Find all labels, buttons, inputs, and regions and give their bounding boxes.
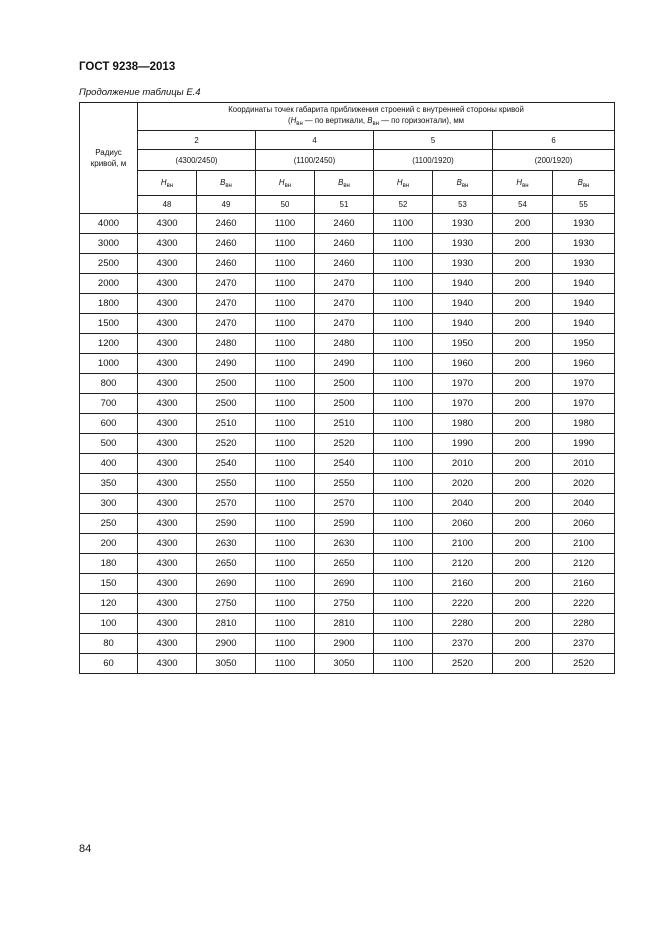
coordinate-cell: 1970 [433, 394, 493, 414]
coordinate-cell: 1100 [374, 274, 433, 294]
b-column-header [553, 171, 615, 196]
horizontal-text: — по горизонтали), мм [378, 115, 465, 125]
table-body [80, 214, 615, 674]
b-symbol: B [367, 115, 373, 125]
coordinates-header-line1: Координаты точек габарита приближения строений с внутренней стороны кривой [228, 104, 524, 114]
point-header: 4 [256, 131, 374, 150]
table-row [80, 434, 615, 454]
h-symbol: H [396, 177, 403, 187]
coordinate-cell: 2160 [553, 574, 615, 594]
coordinate-cell: 1100 [256, 214, 315, 234]
coordinate-cell: 4300 [138, 494, 197, 514]
coordinate-cell: 2630 [197, 534, 256, 554]
coordinate-cell: 1970 [553, 374, 615, 394]
radius-cell: 100 [80, 614, 138, 634]
b-subscript: вн [372, 120, 379, 127]
table-row [80, 274, 615, 294]
coordinate-cell: 1100 [374, 474, 433, 494]
coordinate-cell: 1100 [374, 594, 433, 614]
coordinate-cell: 2900 [197, 634, 256, 654]
coordinate-cell: 1970 [553, 394, 615, 414]
coordinate-cell: 1100 [256, 374, 315, 394]
coordinate-cell: 4300 [138, 374, 197, 394]
coordinate-cell: 1100 [256, 254, 315, 274]
coordinate-cell: 1100 [256, 514, 315, 534]
coordinate-cell: 200 [493, 374, 553, 394]
coordinate-cell: 1100 [256, 594, 315, 614]
h-symbol: H [290, 115, 297, 125]
radius-cell: 250 [80, 514, 138, 534]
coordinate-cell: 1100 [256, 394, 315, 414]
coordinate-cell: 1100 [374, 234, 433, 254]
coordinate-cell: 2040 [553, 494, 615, 514]
coordinate-cell: 200 [493, 614, 553, 634]
coordinate-cell: 2120 [433, 554, 493, 574]
coordinate-cell: 3050 [197, 654, 256, 674]
gauge-header: (1100/2450) [256, 150, 374, 171]
point-header: 5 [374, 131, 493, 150]
radius-cell: 200 [80, 534, 138, 554]
coordinate-cell: 200 [493, 414, 553, 434]
coordinate-cell: 1100 [256, 474, 315, 494]
document-header: ГОСТ 9238—2013 [79, 61, 176, 73]
coordinate-cell: 2060 [553, 514, 615, 534]
coordinate-cell: 2690 [315, 574, 374, 594]
paren-text: ( [288, 115, 291, 125]
b-symbol: B [338, 177, 344, 187]
coordinate-cell: 200 [493, 594, 553, 614]
coordinate-cell: 200 [493, 474, 553, 494]
table-row [80, 394, 615, 414]
coordinate-cell: 1100 [256, 534, 315, 554]
coordinate-cell: 2020 [553, 474, 615, 494]
table-row [80, 354, 615, 374]
coordinate-cell: 2370 [433, 634, 493, 654]
radius-header-line1: Радиус [95, 148, 122, 157]
coordinate-cell: 2520 [433, 654, 493, 674]
coordinate-cell: 4300 [138, 434, 197, 454]
coordinate-cell: 1100 [374, 454, 433, 474]
coordinate-cell: 1100 [256, 434, 315, 454]
table-row [80, 334, 615, 354]
radius-cell: 600 [80, 414, 138, 434]
coordinate-cell: 1960 [433, 354, 493, 374]
coordinate-cell: 2550 [315, 474, 374, 494]
coordinate-cell: 4300 [138, 254, 197, 274]
coordinate-cell: 4300 [138, 534, 197, 554]
radius-cell: 60 [80, 654, 138, 674]
coordinate-cell: 2750 [197, 594, 256, 614]
table-row [80, 374, 615, 394]
gauge-header: (1100/1920) [374, 150, 493, 171]
coordinate-cell: 1100 [256, 234, 315, 254]
coordinate-cell: 200 [493, 514, 553, 534]
coordinate-cell: 2460 [315, 214, 374, 234]
coordinate-cell: 2550 [197, 474, 256, 494]
h-subscript: вн [166, 182, 174, 189]
coordinate-cell: 2040 [433, 494, 493, 514]
coordinate-cell: 2650 [197, 554, 256, 574]
b-column-header [315, 171, 374, 196]
coordinate-cell: 1970 [433, 374, 493, 394]
coordinate-cell: 2520 [197, 434, 256, 454]
coordinate-cell: 4300 [138, 654, 197, 674]
coordinate-cell: 1930 [553, 214, 615, 234]
h-subscript: вн [402, 182, 410, 189]
coordinate-cell: 200 [493, 314, 553, 334]
coordinate-cell: 1100 [374, 434, 433, 454]
b-column-header [197, 171, 256, 196]
table-row [80, 594, 615, 614]
coordinate-cell: 1100 [374, 294, 433, 314]
coordinate-cell: 1100 [256, 454, 315, 474]
coordinate-cell: 2810 [197, 614, 256, 634]
table-row [80, 414, 615, 434]
coordinate-cell: 1940 [553, 314, 615, 334]
b-subscript: вн [582, 182, 590, 189]
coordinate-cell: 2010 [433, 454, 493, 474]
coordinate-cell: 1960 [553, 354, 615, 374]
coordinate-cell: 2460 [315, 234, 374, 254]
b-subscript: вн [461, 182, 469, 189]
coordinate-cell: 2120 [553, 554, 615, 574]
h-column-header [493, 171, 553, 196]
coordinate-cell: 4300 [138, 214, 197, 234]
coordinate-cell: 1100 [374, 614, 433, 634]
table-row [80, 554, 615, 574]
coordinate-cell: 200 [493, 534, 553, 554]
h-column-header [138, 171, 197, 196]
coordinate-cell: 2510 [197, 414, 256, 434]
coordinate-cell: 200 [493, 354, 553, 374]
coordinate-cell: 4300 [138, 274, 197, 294]
h-symbol: H [278, 177, 285, 187]
coordinate-cell: 1100 [374, 394, 433, 414]
table-row [80, 474, 615, 494]
coordinate-cell: 200 [493, 634, 553, 654]
coordinate-cell: 4300 [138, 614, 197, 634]
coordinate-cell: 4300 [138, 454, 197, 474]
coordinate-cell: 2480 [315, 334, 374, 354]
coordinate-cell: 1930 [553, 234, 615, 254]
h-subscript: вн [522, 182, 529, 189]
table-caption: Продолжение таблицы Е.4 [79, 87, 201, 98]
b-subscript: вн [225, 182, 232, 189]
point-header: 2 [138, 131, 256, 150]
coordinate-cell: 2490 [315, 354, 374, 374]
coordinate-cell: 4300 [138, 294, 197, 314]
coordinate-cell: 4300 [138, 314, 197, 334]
coordinate-cell: 1100 [374, 374, 433, 394]
coordinates-header [138, 103, 615, 131]
page-number: 84 [79, 843, 92, 855]
coordinate-cell: 2470 [197, 314, 256, 334]
coordinate-cell: 200 [493, 394, 553, 414]
vertical-text: — по вертикали, [302, 115, 368, 125]
coordinate-cell: 200 [493, 434, 553, 454]
coordinate-cell: 1940 [553, 274, 615, 294]
coordinate-cell: 200 [493, 454, 553, 474]
coordinate-cell: 2020 [433, 474, 493, 494]
radius-cell: 700 [80, 394, 138, 414]
radius-cell: 300 [80, 494, 138, 514]
coordinate-cell: 1100 [374, 634, 433, 654]
coordinate-cell: 1100 [256, 574, 315, 594]
radius-cell: 1000 [80, 354, 138, 374]
column-number: 49 [197, 196, 256, 214]
coordinate-cell: 4300 [138, 554, 197, 574]
table-row [80, 314, 615, 334]
gauge-coordinates-table [79, 102, 615, 674]
coordinate-cell: 2500 [315, 394, 374, 414]
h-symbol: H [160, 177, 167, 187]
coordinate-cell: 2470 [197, 274, 256, 294]
coordinate-cell: 1980 [433, 414, 493, 434]
coordinate-cell: 1100 [374, 494, 433, 514]
coordinate-cell: 2100 [553, 534, 615, 554]
coordinate-cell: 1100 [256, 334, 315, 354]
radius-cell: 500 [80, 434, 138, 454]
coordinate-cell: 1100 [256, 274, 315, 294]
coordinate-cell: 3050 [315, 654, 374, 674]
coordinate-cell: 200 [493, 214, 553, 234]
coordinate-cell: 1930 [433, 254, 493, 274]
coordinate-cell: 4300 [138, 474, 197, 494]
coordinate-cell: 1940 [433, 274, 493, 294]
coordinate-cell: 2690 [197, 574, 256, 594]
coordinate-cell: 1100 [374, 254, 433, 274]
coordinate-cell: 2460 [197, 234, 256, 254]
coordinate-cell: 4300 [138, 394, 197, 414]
coordinate-cell: 1940 [553, 294, 615, 314]
radius-cell: 2000 [80, 274, 138, 294]
coordinate-cell: 1950 [553, 334, 615, 354]
h-subscript: вн [284, 182, 292, 189]
coordinate-cell: 1100 [374, 574, 433, 594]
coordinate-cell: 2590 [315, 514, 374, 534]
coordinate-cell: 1930 [553, 254, 615, 274]
coordinate-cell: 1100 [256, 654, 315, 674]
coordinate-cell: 200 [493, 554, 553, 574]
b-symbol: B [220, 177, 226, 187]
coordinate-cell: 2750 [315, 594, 374, 614]
b-symbol: B [456, 177, 462, 187]
coordinate-cell: 2470 [315, 314, 374, 334]
gauge-header: (4300/2450) [138, 150, 256, 171]
coordinate-cell: 2480 [197, 334, 256, 354]
radius-cell: 1200 [80, 334, 138, 354]
coordinate-cell: 4300 [138, 634, 197, 654]
coordinate-cell: 1100 [256, 634, 315, 654]
coordinate-cell: 2470 [315, 274, 374, 294]
coordinate-cell: 2010 [553, 454, 615, 474]
coordinate-cell: 1100 [374, 534, 433, 554]
coordinate-cell: 1100 [256, 494, 315, 514]
column-number: 53 [433, 196, 493, 214]
point-header: 6 [493, 131, 615, 150]
column-number: 48 [138, 196, 197, 214]
column-number: 50 [256, 196, 315, 214]
coordinate-cell: 4300 [138, 414, 197, 434]
coordinate-cell: 4300 [138, 334, 197, 354]
table-row [80, 534, 615, 554]
coordinate-cell: 2460 [197, 254, 256, 274]
coordinate-cell: 2470 [315, 294, 374, 314]
coordinate-cell: 1100 [256, 414, 315, 434]
coordinate-cell: 1930 [433, 214, 493, 234]
coordinate-cell: 1100 [256, 554, 315, 574]
h-column-header [256, 171, 315, 196]
coordinate-cell: 1940 [433, 314, 493, 334]
table-row [80, 494, 615, 514]
column-number: 54 [493, 196, 553, 214]
coordinate-cell: 4300 [138, 574, 197, 594]
coordinate-cell: 2220 [433, 594, 493, 614]
gauge-header: (200/1920) [493, 150, 615, 171]
column-number: 52 [374, 196, 433, 214]
coordinate-cell: 2100 [433, 534, 493, 554]
radius-cell: 180 [80, 554, 138, 574]
coordinate-cell: 200 [493, 234, 553, 254]
radius-cell: 4000 [80, 214, 138, 234]
radius-header-line2: кривой, м [90, 159, 127, 168]
coordinate-cell: 200 [493, 294, 553, 314]
coordinate-cell: 2500 [197, 394, 256, 414]
coordinate-cell: 2500 [315, 374, 374, 394]
coordinate-cell: 2570 [315, 494, 374, 514]
coordinate-cell: 2520 [553, 654, 615, 674]
table-row [80, 234, 615, 254]
column-number: 51 [315, 196, 374, 214]
coordinate-cell: 2590 [197, 514, 256, 534]
coordinate-cell: 1100 [374, 354, 433, 374]
coordinate-cell: 2490 [197, 354, 256, 374]
table-row [80, 514, 615, 534]
table-row [80, 454, 615, 474]
coordinate-cell: 2280 [553, 614, 615, 634]
table-row [80, 254, 615, 274]
coordinate-cell: 1100 [256, 354, 315, 374]
coordinate-cell: 1100 [374, 514, 433, 534]
coordinate-cell: 2460 [197, 214, 256, 234]
coordinate-cell: 1100 [374, 334, 433, 354]
radius-cell: 80 [80, 634, 138, 654]
coordinate-cell: 200 [493, 494, 553, 514]
table-row [80, 654, 615, 674]
radius-cell: 1500 [80, 314, 138, 334]
coordinate-cell: 1990 [433, 434, 493, 454]
radius-cell: 350 [80, 474, 138, 494]
coordinate-cell: 1940 [433, 294, 493, 314]
table-row [80, 214, 615, 234]
coordinate-cell: 2900 [315, 634, 374, 654]
radius-cell: 2500 [80, 254, 138, 274]
radius-cell: 120 [80, 594, 138, 614]
coordinate-cell: 1980 [553, 414, 615, 434]
coordinate-cell: 200 [493, 654, 553, 674]
coordinate-cell: 1100 [374, 654, 433, 674]
table-row [80, 574, 615, 594]
coordinate-cell: 1100 [256, 614, 315, 634]
radius-header [80, 103, 138, 214]
coordinate-cell: 1100 [256, 314, 315, 334]
coordinate-cell: 4300 [138, 234, 197, 254]
radius-cell: 800 [80, 374, 138, 394]
h-column-header [374, 171, 433, 196]
radius-cell: 150 [80, 574, 138, 594]
coordinate-cell: 2280 [433, 614, 493, 634]
coordinate-cell: 4300 [138, 354, 197, 374]
coordinate-cell: 4300 [138, 514, 197, 534]
table-row [80, 634, 615, 654]
coordinate-cell: 2520 [315, 434, 374, 454]
coordinate-cell: 2650 [315, 554, 374, 574]
coordinate-cell: 1100 [374, 214, 433, 234]
coordinate-cell: 1100 [374, 554, 433, 574]
table-row [80, 614, 615, 634]
coordinate-cell: 2540 [197, 454, 256, 474]
coordinate-cell: 2370 [553, 634, 615, 654]
coordinate-cell: 200 [493, 274, 553, 294]
coordinate-cell: 200 [493, 574, 553, 594]
table-row [80, 294, 615, 314]
coordinate-cell: 2500 [197, 374, 256, 394]
h-symbol: H [516, 177, 523, 187]
coordinate-cell: 2540 [315, 454, 374, 474]
coordinate-cell: 1100 [256, 294, 315, 314]
radius-cell: 400 [80, 454, 138, 474]
coordinate-cell: 2060 [433, 514, 493, 534]
coordinate-cell: 2570 [197, 494, 256, 514]
radius-cell: 1800 [80, 294, 138, 314]
coordinate-cell: 200 [493, 334, 553, 354]
coordinate-cell: 1930 [433, 234, 493, 254]
coordinate-cell: 2810 [315, 614, 374, 634]
b-column-header [433, 171, 493, 196]
coordinate-cell: 1990 [553, 434, 615, 454]
radius-cell: 3000 [80, 234, 138, 254]
coordinate-cell: 2160 [433, 574, 493, 594]
coordinate-cell: 200 [493, 254, 553, 274]
coordinate-cell: 4300 [138, 594, 197, 614]
b-symbol: B [577, 177, 583, 187]
b-subscript: вн [343, 182, 350, 189]
coordinate-cell: 2630 [315, 534, 374, 554]
column-number: 55 [553, 196, 615, 214]
coordinate-cell: 1100 [374, 314, 433, 334]
coordinate-cell: 2510 [315, 414, 374, 434]
coordinate-cell: 2460 [315, 254, 374, 274]
coordinate-cell: 2470 [197, 294, 256, 314]
coordinate-cell: 1950 [433, 334, 493, 354]
h-subscript: вн [296, 120, 303, 127]
coordinate-cell: 1100 [374, 414, 433, 434]
coordinate-cell: 2220 [553, 594, 615, 614]
